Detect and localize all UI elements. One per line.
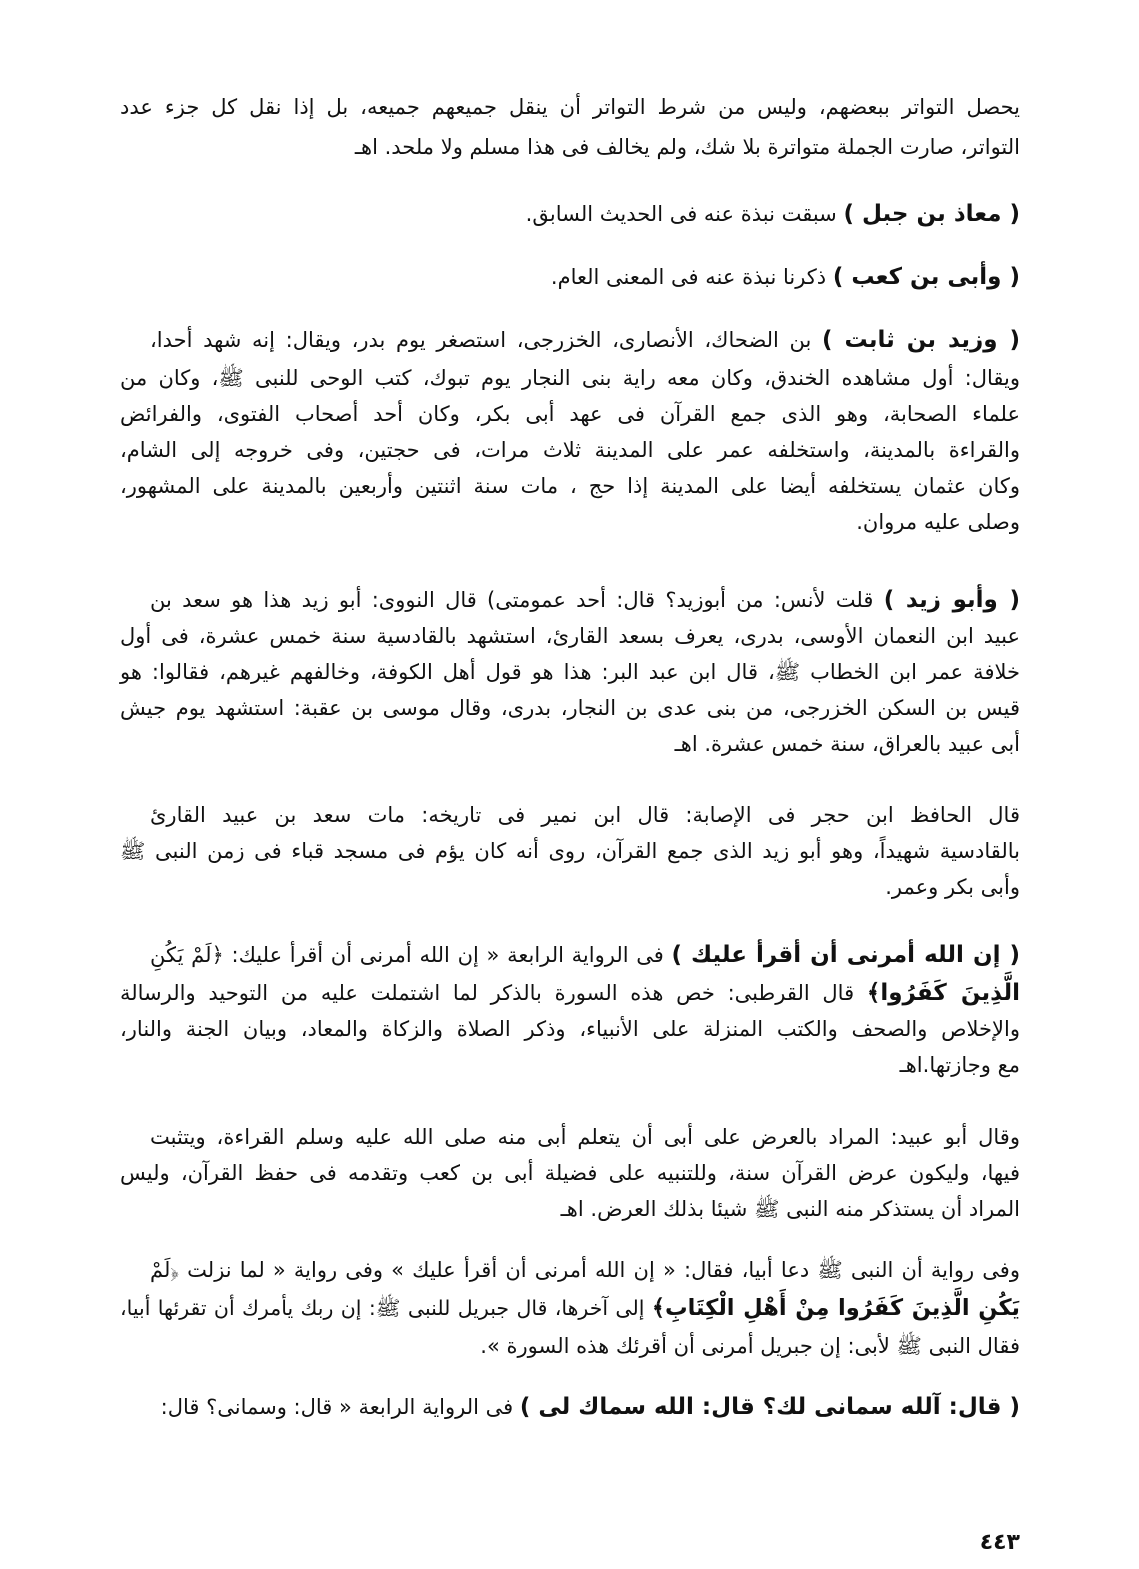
document-page bbox=[120, 92, 1021, 1555]
entry-heading-line: ( معاذ بن جبل ) سبقت نبذة عنه فى الحديث السابق. bbox=[525, 201, 1020, 227]
text-line: قال الحافظ ابن حجر فى الإصابة: قال ابن نمير فى تاريخه: مات سعد بن عبيد القارئ bbox=[150, 803, 1020, 827]
text-line: والإخلاص والصحف والكتب المنزلة على الأنبياء، وذكر الصلاة والزكاة والمعاد، وبيان الجنة والنار، bbox=[120, 1017, 1020, 1041]
text-line: وقال أبو عبيد: المراد بالعرض على أبى أن يتعلم أبى منه صلى الله عليه وسلم القراءة، ويتثبت bbox=[150, 1125, 1020, 1149]
entry-heading-line: ( وزيد بن ثابت ) بن الضحاك، الأنصارى، الخزرجى، استصغر يوم بدر، ويقال: إنه شهد أحدا، bbox=[150, 327, 1020, 353]
text-line: ويقال: أول مشاهده الخندق، وكان معه راية بنى النجار يوم تبوك، كتب الوحى للنبى ﷺ، وكان من bbox=[120, 366, 1020, 390]
text-line: يحصل التواتر ببعضهم، وليس من شرط التواتر أن ينقل جميعهم جميعه، بل إذا نقل كل جزء عدد bbox=[120, 95, 1020, 119]
entry-heading-line: ( إن الله أمرنى أن أقرأ عليك ) فى الرواية الرابعة « إن الله أمرنى أن أقرأ عليك: ﴿لَمْ يَكُنِ bbox=[150, 942, 1021, 968]
text-line: والقراءة بالمدينة، واستخلفه عمر على المدينة ثلاث مرات، فى حجتين، وفى خروجه إلى الشام، bbox=[120, 438, 1020, 462]
text-line: بالقادسية شهيداً، وهو أبو زيد الذى جمع القرآن، روى أنه كان يؤم فى مسجد قباء فى زمن النبى ﷺ bbox=[120, 839, 1020, 863]
entry-heading-line: يَكُنِ الَّذِينَ كَفَرُوا مِنْ أَهْلِ الْكِتَابِ﴾ إلى آخرها، قال جبريل للنبى ﷺ: إن ربك يأمرك أن تقرئها أبيا، bbox=[120, 1295, 1020, 1321]
entry-heading: ( وأبى بن كعب ) bbox=[832, 264, 1020, 290]
entry-heading: ( وأبو زيد ) bbox=[883, 587, 1020, 613]
text-line: فقال النبى ﷺ لأبى: إن جبريل أمرنى أن أقرئك هذه السورة ». bbox=[480, 1334, 1020, 1358]
entry-heading-line: ( قال: آلله سمانى لك؟ قال: الله سماك لى ) فى الرواية الرابعة « قال: وسمانى؟ قال: bbox=[160, 1394, 1020, 1420]
entry-heading: ( إن الله أمرنى أن أقرأ عليك ) bbox=[671, 942, 1021, 968]
quran-verse: الَّذِينَ كَفَرُوا﴾ bbox=[866, 980, 1020, 1006]
entry-heading-line: الَّذِينَ كَفَرُوا﴾ قال القرطبى: خص هذه السورة بالذكر لما اشتملت عليه من التوحيد والرسالة bbox=[120, 980, 1020, 1006]
text-line: عبيد ابن النعمان الأوسى، بدرى، يعرف بسعد القارئ، استشهد بالقادسية سنة خمس عشرة، فى أول bbox=[120, 624, 1020, 648]
entry-heading-line: ( وأبو زيد ) قلت لأنس: من أبوزيد؟ قال: أحد عمومتى) قال النووى: أبو زيد هذا هو سعد بن bbox=[150, 587, 1020, 613]
entry-heading: ( وزيد بن ثابت ) bbox=[822, 327, 1020, 353]
text-line: وأبى بكر وعمر. bbox=[885, 875, 1020, 899]
text-line: قيس بن السكن الخزرجى، من بنى عدى بن النجار، بدرى، وقال موسى بن عقبة: استشهد يوم جيش bbox=[120, 696, 1020, 720]
entry-heading: ( معاذ بن جبل ) bbox=[843, 201, 1020, 227]
text-line: وصلى عليه مروان. bbox=[856, 510, 1020, 534]
quran-verse: يَكُنِ الَّذِينَ كَفَرُوا مِنْ أَهْلِ الْكِتَابِ﴾ bbox=[651, 1295, 1020, 1321]
entry-heading-line: ( وأبى بن كعب ) ذكرنا نبذة عنه فى المعنى العام. bbox=[550, 264, 1020, 290]
text-line: المراد أن يستذكر منه النبى ﷺ شيئا بذلك العرض. اهـ bbox=[560, 1197, 1020, 1221]
text-line: فيها، وليكون عرض القرآن سنة، وللتنبيه على فضيلة أبى بن كعب وتقدمه فى حفظ القرآن، وليس bbox=[120, 1161, 1020, 1185]
entry-heading: ( قال: آلله سمانى لك؟ قال: الله سماك لى ) bbox=[519, 1394, 1020, 1420]
text-line: علماء الصحابة، وهو الذى جمع القرآن فى عهد أبى بكر، وكان أحد أصحاب الفتوى، والفرائض bbox=[120, 402, 1020, 426]
text-line: مع وجازتها.اهـ bbox=[899, 1053, 1020, 1077]
page-number: ٤٤٣ bbox=[979, 1530, 1020, 1555]
text-line: التواتر، صارت الجملة متواترة بلا شك، ولم يخالف فى هذا مسلم ولا ملحد. اهـ bbox=[354, 135, 1020, 159]
text-line: أبى عبيد بالعراق، سنة خمس عشرة. اهـ bbox=[674, 732, 1020, 756]
text-line: خلافة عمر ابن الخطاب ﷺ، قال ابن عبد البر: هذا هو قول أهل الكوفة، وخالفهم غيرهم، فقالوا: هو bbox=[120, 660, 1020, 684]
text-line: وكان عثمان يستخلفه أيضا على المدينة إذا حج ، مات سنة اثنتين وأربعين بالمدينة على المشهور، bbox=[120, 474, 1020, 498]
text-line: وفى رواية أن النبى ﷺ دعا أبيا، فقال: « إن الله أمرنى أن أقرأ عليك » وفى رواية « لما نزلت ﴿لَمْ bbox=[150, 1258, 1020, 1282]
